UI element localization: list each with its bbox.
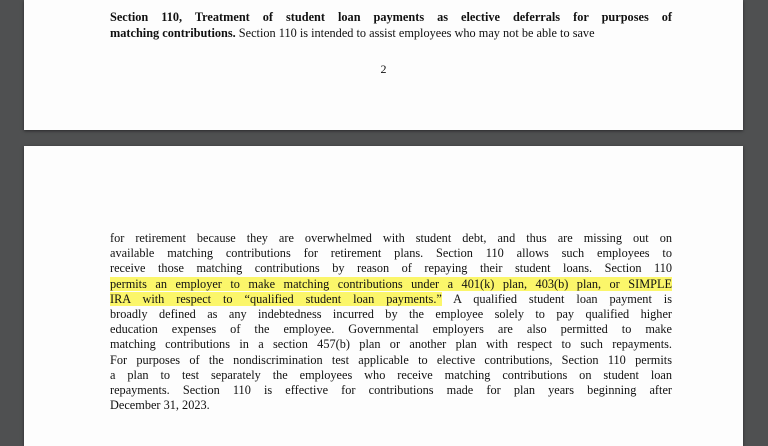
paragraph-line: For purposes of the nondiscrimination test applicable to elective contributions, Section 110 permits [110,352,672,367]
section-heading: Section 110, Treatment of student loan payments as elective deferrals for purposes of [110,10,672,24]
paragraph-line: available matching contributions for retirement plans. Section 110 allows such employees to [110,246,672,261]
section-110-body-paragraph [110,231,672,413]
paragraph-text: A qualified student loan payment is [441,291,673,306]
paragraph-line: matching contributions in a section 457(b) plan or another plan with respect to such repayments. [110,337,672,352]
paragraph-line-last: December 31, 2023. [110,398,210,413]
section-110-heading-paragraph [110,10,672,41]
document-page-top [24,0,743,130]
paragraph-line: broadly defined as any indebtedness incurred by the employee solely to pay qualified higher [110,306,672,321]
paragraph-line: education expenses of the employee. Governmental employers are also permitted to make [110,322,672,337]
highlighted-text: permits an employer to make matching contributions under a 401(k) plan, 403(b) plan, or SIMPLE [110,276,672,291]
heading-line-1 [110,10,672,24]
paragraph-line: repayments. Section 110 is effective for contributions made for plan years beginning after [110,382,672,397]
paragraph-line-partial-highlight [110,292,672,307]
document-page-bottom [24,146,743,446]
section-heading-continuation: matching contributions. [110,25,236,40]
paragraph-start-text: Section 110 is intended to assist employees who may not be able to save [235,25,595,40]
paragraph-line: for retirement because they are overwhelmed with student debt, and thus are missing out on [110,231,672,245]
page-number: 2 [380,62,387,76]
highlighted-text: IRA with respect to “qualified student loan payments.” [110,291,442,306]
paragraph-line: receive those matching contributions by reason of repaying their student loans. Section 110 [110,261,672,276]
paragraph-line: a plan to test separately the employees who receive matching contributions on student loan [110,367,672,382]
heading-line-2 [110,26,672,42]
paragraph-line-highlighted [110,277,672,292]
